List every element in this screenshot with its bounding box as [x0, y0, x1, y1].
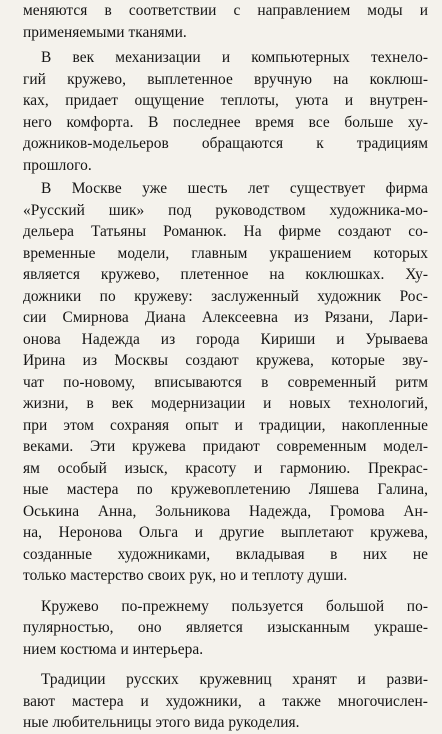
- document-body: [23, 0, 428, 734]
- text-line: него комфорта. В последнее время все больше ху-: [23, 113, 428, 131]
- text-line: при этом сохраняя опыт и традиции, накопленные: [23, 416, 428, 434]
- text-line: дельера Татьяны Романюк. На фирме создают со-: [23, 223, 428, 240]
- paragraph-5: [23, 669, 428, 734]
- text-line: пулярностью, оно является изысканным украше-: [23, 619, 428, 636]
- text-line: Оськина Анна, Зольникова Надежда, Громова Ан-: [23, 502, 428, 520]
- paragraph-3: [23, 178, 428, 587]
- text-line: временные модели, главным украшением которых: [23, 244, 428, 262]
- text-line: ные любительницы этого вида рукоделия.: [23, 714, 300, 731]
- text-line: созданные художниками, вкладывая в них не: [23, 545, 428, 563]
- text-line: является кружево, плетенное на коклюшках. Ху-: [23, 266, 428, 283]
- text-line: В Москве уже шесть лет существует фирма: [41, 180, 428, 197]
- text-line: веками. Эти кружева придают современным модел-: [23, 438, 428, 455]
- paragraph-4: [23, 596, 428, 661]
- text-line: чат по-новому, вписываются в современный ритм: [23, 373, 428, 391]
- text-line: на, Неронова Ольга и другие выплетают кружева,: [23, 524, 428, 541]
- text-line: дожники по кружеву: заслуженный художник Рос-: [23, 287, 428, 305]
- text-line: применяемыми тканями.: [23, 23, 187, 41]
- text-line: жизни, в век модернизации и новых технологий,: [23, 395, 428, 412]
- text-line: нием костюма и интерьера.: [23, 640, 204, 658]
- text-line: Ирина из Москвы создают кружева, которые зву-: [23, 352, 428, 369]
- paragraph-2: [23, 47, 428, 176]
- text-line: вают мастера и художники, а также многочислен-: [23, 692, 428, 710]
- text-line: Кружево по-прежнему пользуется большой по-: [41, 597, 428, 615]
- text-line: ям особый изыск, красоту и гармонию. Прекрас-: [23, 459, 428, 477]
- text-line: ках, придает ощущение теплоты, уюта и внутрен-: [23, 92, 428, 109]
- text-line: В век механизации и компьютерных технело-: [41, 49, 428, 66]
- text-line: дожников-модельеров обращаются к традициям: [23, 135, 428, 152]
- paragraph-1: [23, 0, 428, 43]
- text-line: прошлого.: [23, 156, 92, 174]
- text-line: меняются в соответствии с направлением моды и: [23, 2, 428, 19]
- text-line: Традиции русских кружевниц хранят и разви-: [41, 671, 428, 688]
- text-line: «Русский шик» под руководством художника-мо-: [23, 201, 428, 219]
- text-line: ные мастера по кружевоплетению Ляшева Галина,: [23, 481, 428, 498]
- text-line: сии Смирнова Диана Алексеевна из Рязани, Лари-: [23, 309, 428, 326]
- text-line: онова Надежда из города Кириши и Урываева: [23, 330, 428, 348]
- text-line: только мастерство своих рук, но и теплоту души.: [23, 567, 348, 584]
- text-line: гий кружево, выплетенное вручную на коклюш-: [23, 70, 428, 88]
